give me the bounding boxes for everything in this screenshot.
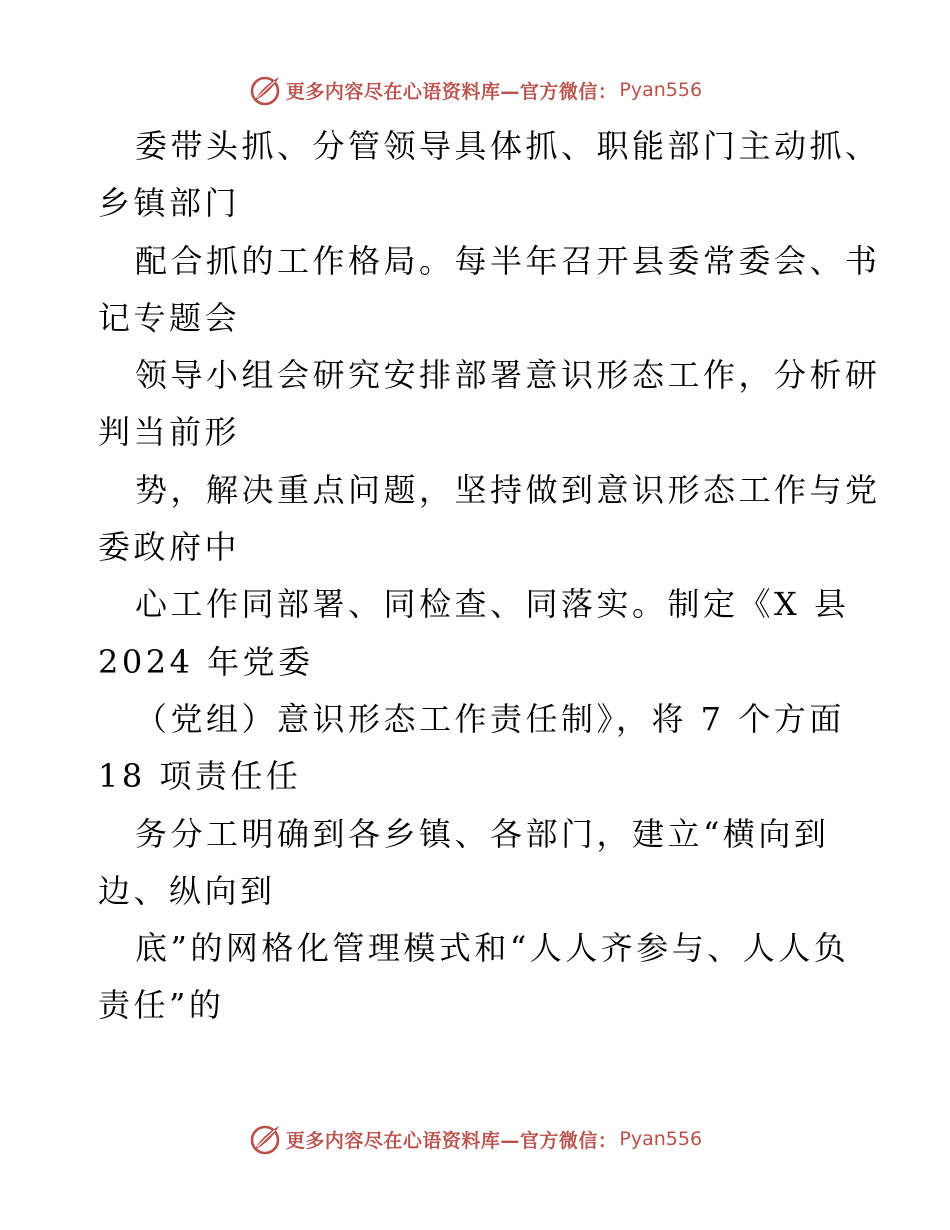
body-line: 18 项责任任 [98, 757, 302, 796]
watermark-text: 更多内容尽在心语资料库—官方微信： [285, 80, 618, 103]
body-line: （党组）意识形态工作责任制》，将 7 个方面 [135, 699, 845, 738]
body-line: 务分工明确到各乡镇、各部门，建立“横向到 [135, 814, 830, 853]
body-line: 心工作同部署、同检查、同落实。制定《X 县 [135, 585, 850, 624]
watermark-contact: Pyan556 [619, 1128, 703, 1150]
body-line: 判当前形 [98, 413, 241, 452]
document-body [98, 118, 881, 1035]
body-line: 配合抓的工作格局。每半年召开县委常委会、书 [135, 241, 881, 280]
body-line: 委政府中 [98, 528, 241, 567]
feather-pen-logo-icon [248, 73, 282, 107]
feather-pen-logo-icon [248, 1122, 282, 1156]
body-line: 边、纵向到 [98, 871, 276, 910]
body-line: 委带头抓、分管领导具体抓、职能部门主动抓、 [135, 127, 881, 165]
body-line: 势，解决重点问题，坚持做到意识形态工作与党 [135, 470, 881, 509]
header-watermark [0, 72, 950, 108]
body-line: 责任”的 [98, 986, 225, 1025]
body-line: 底”的网格化管理模式和“人人齐参与、人人负 [135, 929, 850, 968]
body-line: 领导小组会研究安排部署意识形态工作，分析研 [135, 356, 881, 395]
watermark-text: 更多内容尽在心语资料库—官方微信： [285, 1129, 618, 1152]
body-line: 乡镇部门 [98, 184, 241, 223]
body-line: 2024 年党委 [98, 642, 314, 681]
footer-watermark [0, 1121, 950, 1157]
body-line: 记专题会 [98, 298, 241, 337]
watermark-contact: Pyan556 [619, 79, 703, 101]
